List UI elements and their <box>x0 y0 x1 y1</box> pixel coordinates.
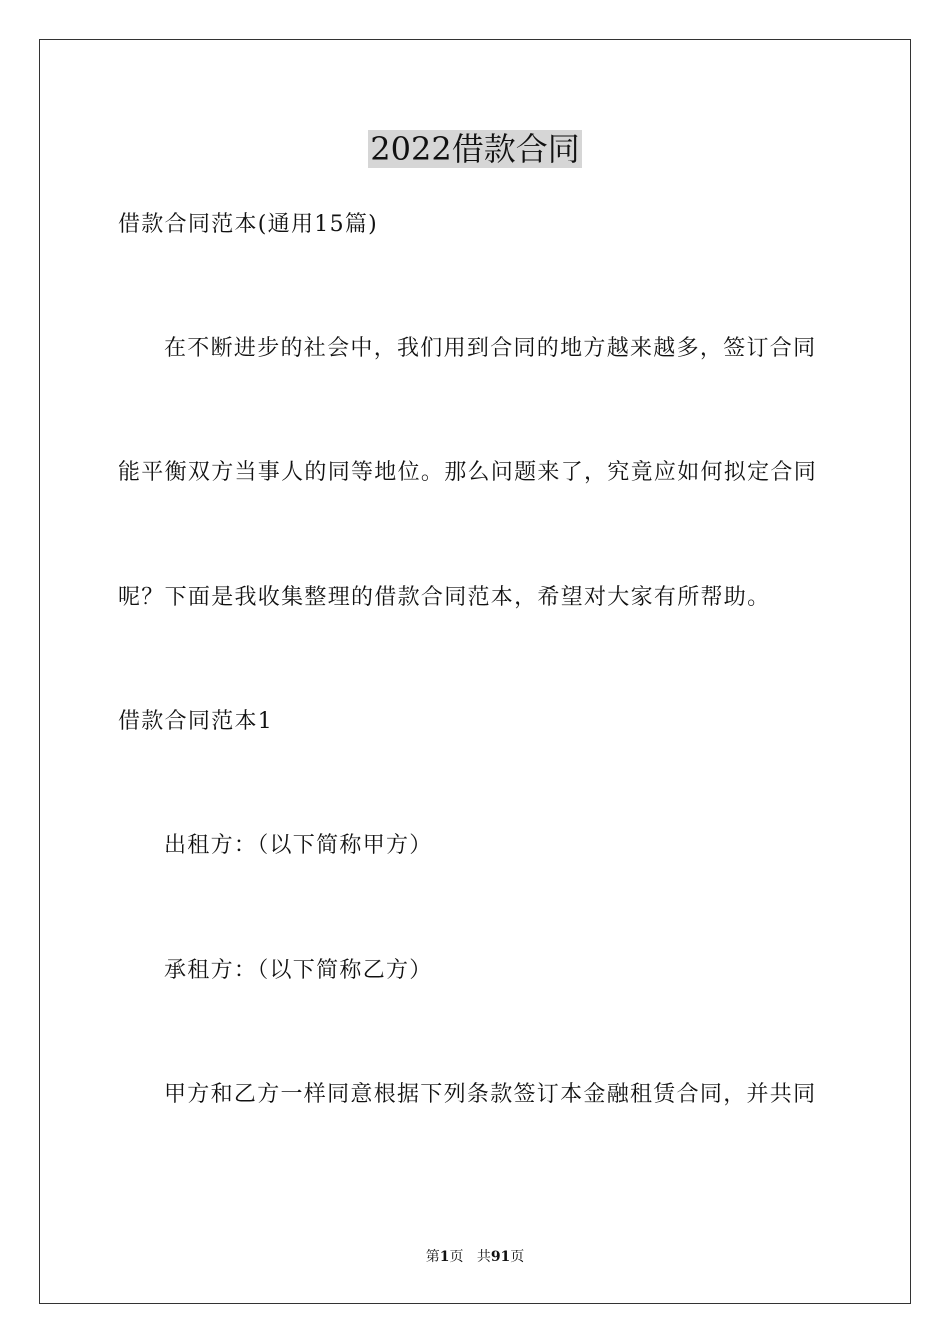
document-title <box>0 126 950 172</box>
footer-page-suffix: 页 <box>449 1249 464 1265</box>
clause-line: 甲方和乙方一样同意根据下列条款签订本金融租赁合同，并共同 <box>164 1082 817 1107</box>
lessor-line: 出租方：（以下简称甲方） <box>164 833 433 858</box>
intro-line-3: 呢？下面是我收集整理的借款合同范本，希望对大家有所帮助。 <box>118 585 771 610</box>
footer-prefix: 第 <box>425 1249 440 1265</box>
footer-page-number: 1 <box>439 1249 450 1265</box>
document-title-text: 2022借款合同 <box>370 130 580 168</box>
section-heading: 借款合同范本1 <box>118 709 274 734</box>
page-footer <box>0 1247 950 1267</box>
footer-total-suffix: 页 <box>510 1249 525 1265</box>
document-subtitle: 借款合同范本(通用15篇) <box>118 212 379 237</box>
footer-total-pages: 91 <box>490 1249 511 1265</box>
intro-line-1: 在不断进步的社会中，我们用到合同的地方越来越多，签订合同 <box>164 336 817 361</box>
lessee-line: 承租方：（以下简称乙方） <box>164 958 433 983</box>
intro-line-2: 能平衡双方当事人的同等地位。那么问题来了，究竟应如何拟定合同 <box>118 460 818 485</box>
footer-total-prefix: 共 <box>476 1249 491 1265</box>
